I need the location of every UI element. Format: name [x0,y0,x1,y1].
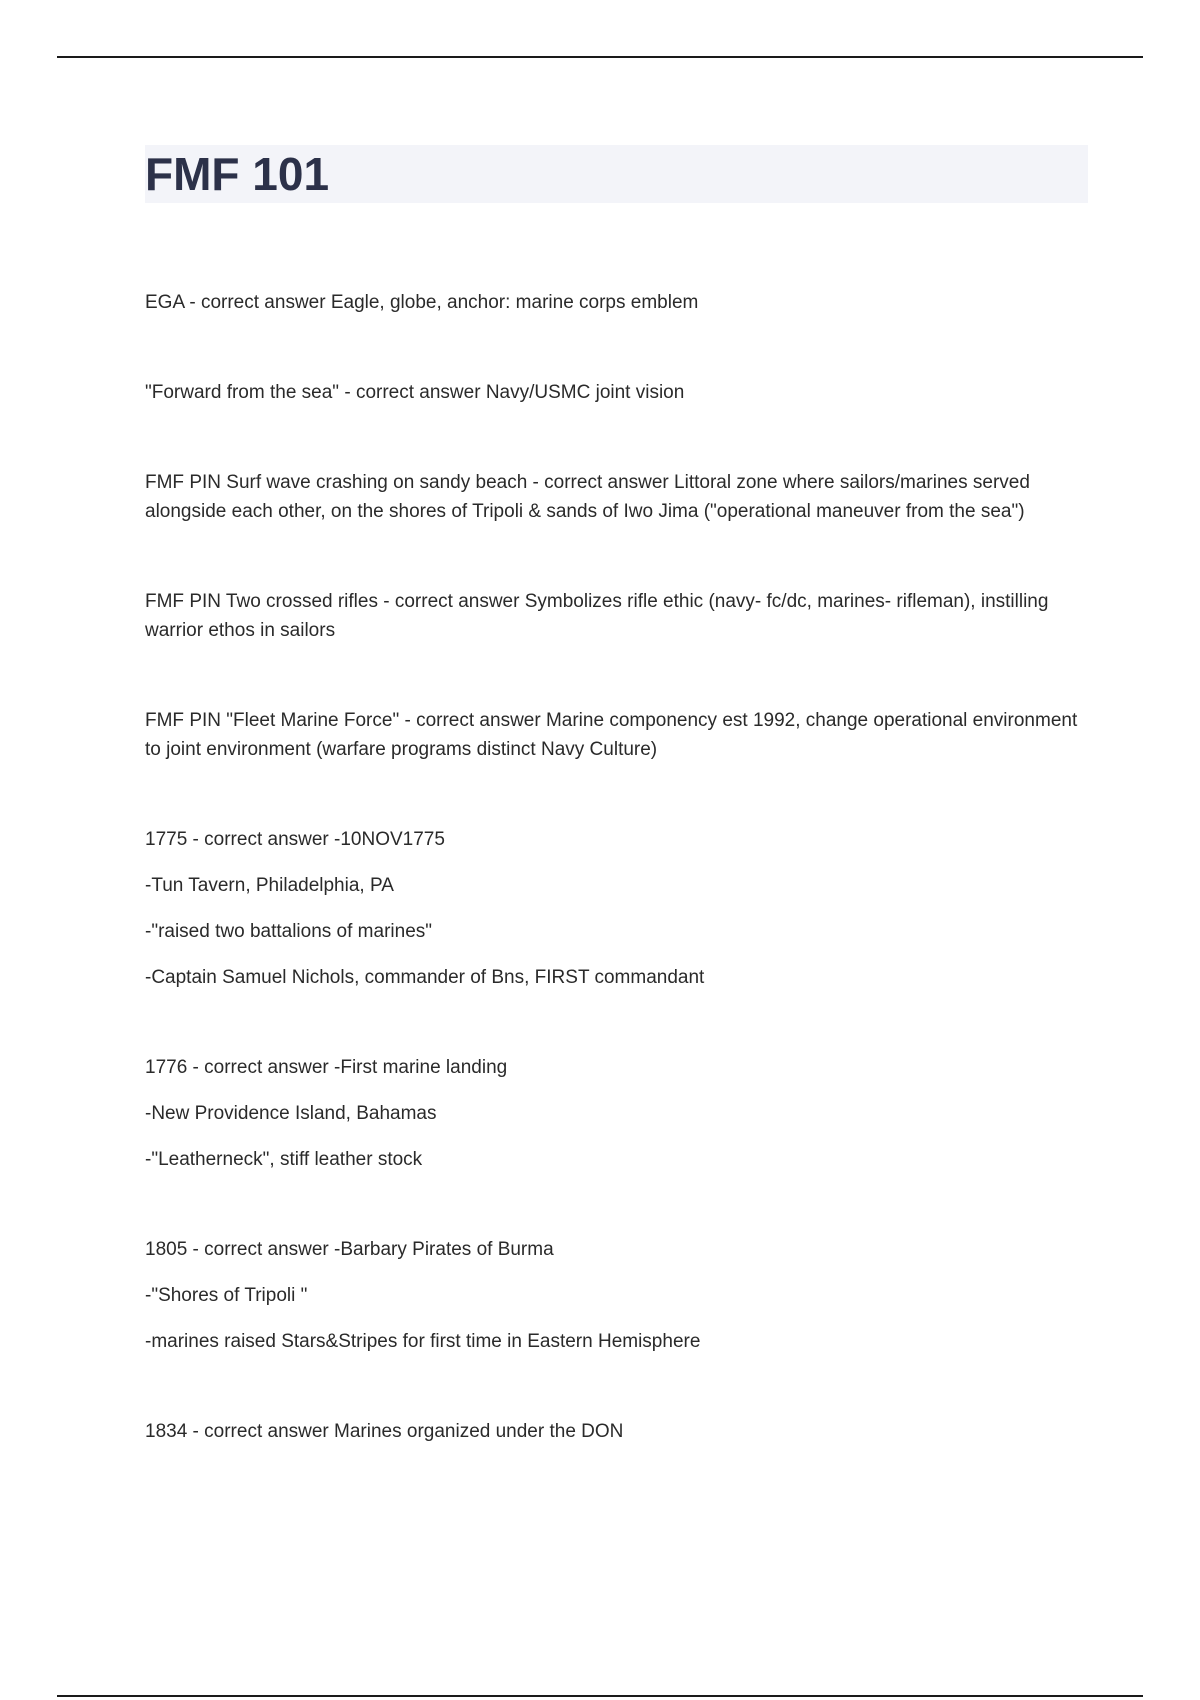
entry-line: 1776 - correct answer -First marine landing [145,1057,508,1078]
entry-line: -"raised two battalions of marines" [145,921,433,942]
entry-line: -"Shores of Tripoli " [145,1285,308,1306]
top-rule [57,56,1143,58]
entry-line: 1805 - correct answer -Barbary Pirates of Burma [145,1239,554,1260]
flashcard-entry [145,1417,1095,1446]
entry-line: "Forward from the sea" - correct answer Navy/USMC joint vision [145,382,685,403]
flashcard-entry [145,825,1095,992]
flashcard-entry [145,378,1095,407]
entry-text: FMF PIN "Fleet Marine Force" - correct answer Marine componency est 1992, change operational environment to joint environment (warfare programs distinct Navy Culture) [145,710,1078,760]
flashcard-list [145,288,1095,1446]
flashcard-entry [145,288,1095,317]
entry-line: 1775 - correct answer -10NOV1775 [145,829,445,850]
flashcard-entry [145,468,1095,526]
flashcard-entry [145,706,1095,764]
flashcard-entry [145,1235,1095,1356]
entry-text: FMF PIN Two crossed rifles - correct answer Symbolizes rifle ethic (navy- fc/dc, marines- rifleman), instilling warrior ethos in sailors [145,591,1049,641]
entry-line: -New Providence Island, Bahamas [145,1103,437,1124]
entry-line: -"Leatherneck", stiff leather stock [145,1149,423,1170]
entry-text: FMF PIN Surf wave crashing on sandy beach - correct answer Littoral zone where sailors/marines served alongside each other, on the shores of Tripoli & sands of Iwo Jima ("operational maneuver from the sea") [145,472,1030,522]
entry-line: 1834 - correct answer Marines organized under the DON [145,1421,624,1442]
entry-line: -Tun Tavern, Philadelphia, PA [145,875,394,896]
entry-line: -Captain Samuel Nichols, commander of Bns, FIRST commandant [145,967,705,988]
flashcard-entry [145,587,1095,645]
page-title: FMF 101 [145,148,330,200]
entry-line: -marines raised Stars&Stripes for first time in Eastern Hemisphere [145,1331,701,1352]
entry-line: EGA - correct answer Eagle, globe, anchor: marine corps emblem [145,292,699,313]
bottom-rule [57,1695,1143,1697]
flashcard-entry [145,1053,1095,1174]
